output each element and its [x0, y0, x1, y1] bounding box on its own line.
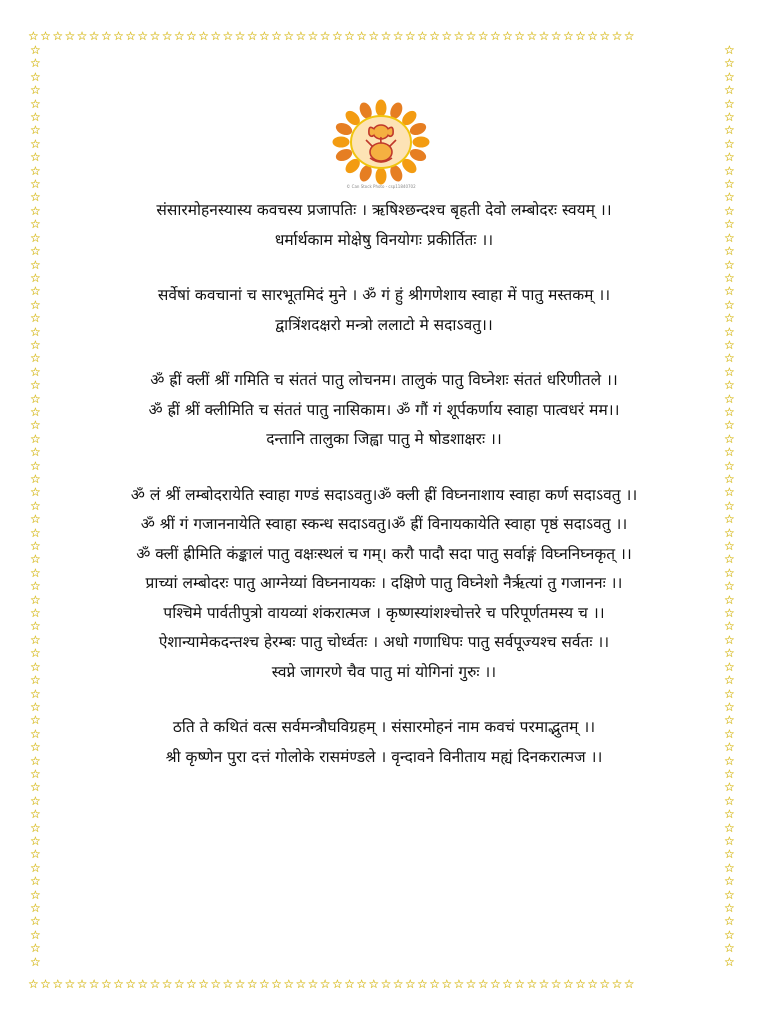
verse-line: प्राच्यां लम्बोदरः पातु आग्नेय्यां विघ्ननायकः । दक्षिणे पातु विघ्नेशो नैर्ऋत्यां तु गजाननः ।।: [145, 574, 623, 592]
stock-photo-credit: © Can Stock Photo - csp11840702: [346, 184, 416, 189]
verse-line: श्री कृष्णेन पुरा दत्तं गोलोके रासमंण्डले । वृन्दावने विनीताय मह्यं दिनकरात्मज ।।: [165, 747, 603, 766]
star-border-bottom: ☆☆☆☆☆☆☆☆☆☆☆☆☆☆☆☆☆☆☆☆☆☆☆☆☆☆☆☆☆☆☆☆☆☆☆☆☆☆☆☆☆☆☆☆☆☆☆☆☆☆: [28, 978, 636, 991]
star-border-right: ☆☆☆☆☆☆☆☆☆☆☆☆☆☆☆☆☆☆☆☆☆☆☆☆☆☆☆☆☆☆☆☆☆☆☆☆☆☆☆☆☆☆☆☆☆☆☆☆☆☆☆☆☆☆☆☆☆☆☆☆☆☆☆☆☆☆☆☆☆: [724, 44, 735, 969]
mandala-petal: [375, 167, 387, 185]
verse-line: संसारमोहनस्यास्य कवचस्य प्रजापतिः । ऋषिश्छन्दश्च बृहती देवो लम्बोदरः स्वयम् ।।: [156, 201, 612, 219]
verse-line: स्वप्ने जागरणे चैव पातु मां योगिनां गुरुः ।।: [271, 662, 497, 681]
ganesha-mandala-icon: [322, 96, 440, 192]
verse-line: ॐ ह्रीं श्रीं क्लीमिति च संततं पातु नासिकाम। ॐ गौं गं शूर्पकर्णाय स्वाहा पात्वधरं मम।।: [148, 400, 620, 419]
kavach-verses: [60, 196, 708, 798]
verse-line: द्वात्रिंशदक्षरो मन्त्रो ललाटो मे सदाऽवतु।।: [275, 315, 493, 334]
star-border-top: ☆☆☆☆☆☆☆☆☆☆☆☆☆☆☆☆☆☆☆☆☆☆☆☆☆☆☆☆☆☆☆☆☆☆☆☆☆☆☆☆☆☆☆☆☆☆☆☆☆☆: [28, 30, 636, 43]
star-border-left: ☆☆☆☆☆☆☆☆☆☆☆☆☆☆☆☆☆☆☆☆☆☆☆☆☆☆☆☆☆☆☆☆☆☆☆☆☆☆☆☆☆☆☆☆☆☆☆☆☆☆☆☆☆☆☆☆☆☆☆☆☆☆☆☆☆☆☆☆☆: [30, 44, 41, 969]
stanza: [60, 366, 708, 455]
verse-line: ठति ते कथितं वत्स सर्वमन्त्रौघविग्रहम् । संसारमोहनं नाम कवचं परमाद्भुतम् ।।: [172, 718, 596, 736]
verse-line: दन्तानि तालुका जिह्वा पातु मे षोडशाक्षरः ।।: [266, 430, 502, 448]
mandala-petal: [375, 99, 387, 117]
stanza: [60, 713, 708, 772]
verse-line: ऐशान्यामेकदन्तश्च हेरम्बः पातु चोर्ध्वतः । अधो गणाधिपः पातु सर्वपूज्यश्च सर्वतः ।।: [158, 633, 610, 651]
verse-line: ॐ श्रीं गं गजाननायेति स्वाहा स्कन्ध सदाऽवतु।ॐ ह्रीं विनायकायेति स्वाहा पृष्ठं सदाऽवतु ।।: [140, 515, 628, 533]
verse-line: धर्मार्थकाम मोक्षेषु विनयोगः प्रकीर्तितः ।।: [274, 230, 494, 249]
verse-line: ॐ क्लीं ह्रीमिति कंङ्कालं पातु वक्षःस्थलं च गम्। करौ पादौ सदा पातु सर्वाङ्गं विघ्ननिघ्नकृत् ।।: [136, 544, 632, 563]
ganesha-figure: [366, 125, 396, 162]
mandala-petal: [332, 136, 350, 148]
verse-line: ॐ लं श्रीं लम्बोदरायेति स्वाहा गण्डं सदाऽवतु।ॐ क्ली ह्रीं विघ्ननाशाय स्वाहा कर्ण सदाऽवतु ।।: [130, 485, 638, 504]
verse-line: पश्चिमे पार्वतीपुत्रो वायव्यां शंकरात्मज । कृष्णस्यांशश्चोत्तरे च परिपूर्णतमस्य च ।।: [163, 603, 605, 622]
verse-line: ॐ ह्रीं क्लीं श्रीं गमिति च संततं पातु लोचनम। तालुकं पातु विघ्नेशः संततं धरिणीतले ।।: [150, 371, 618, 389]
stanza: [60, 481, 708, 688]
verse-line: सर्वेषां कवचानां च सारभूतमिदं मुने । ॐ गं हुं श्रीगणेशाय स्वाहा में पातु मस्तकम् ।।: [157, 286, 611, 304]
stanza: [60, 196, 708, 255]
mandala-petal: [412, 136, 430, 148]
stanza: [60, 281, 708, 340]
